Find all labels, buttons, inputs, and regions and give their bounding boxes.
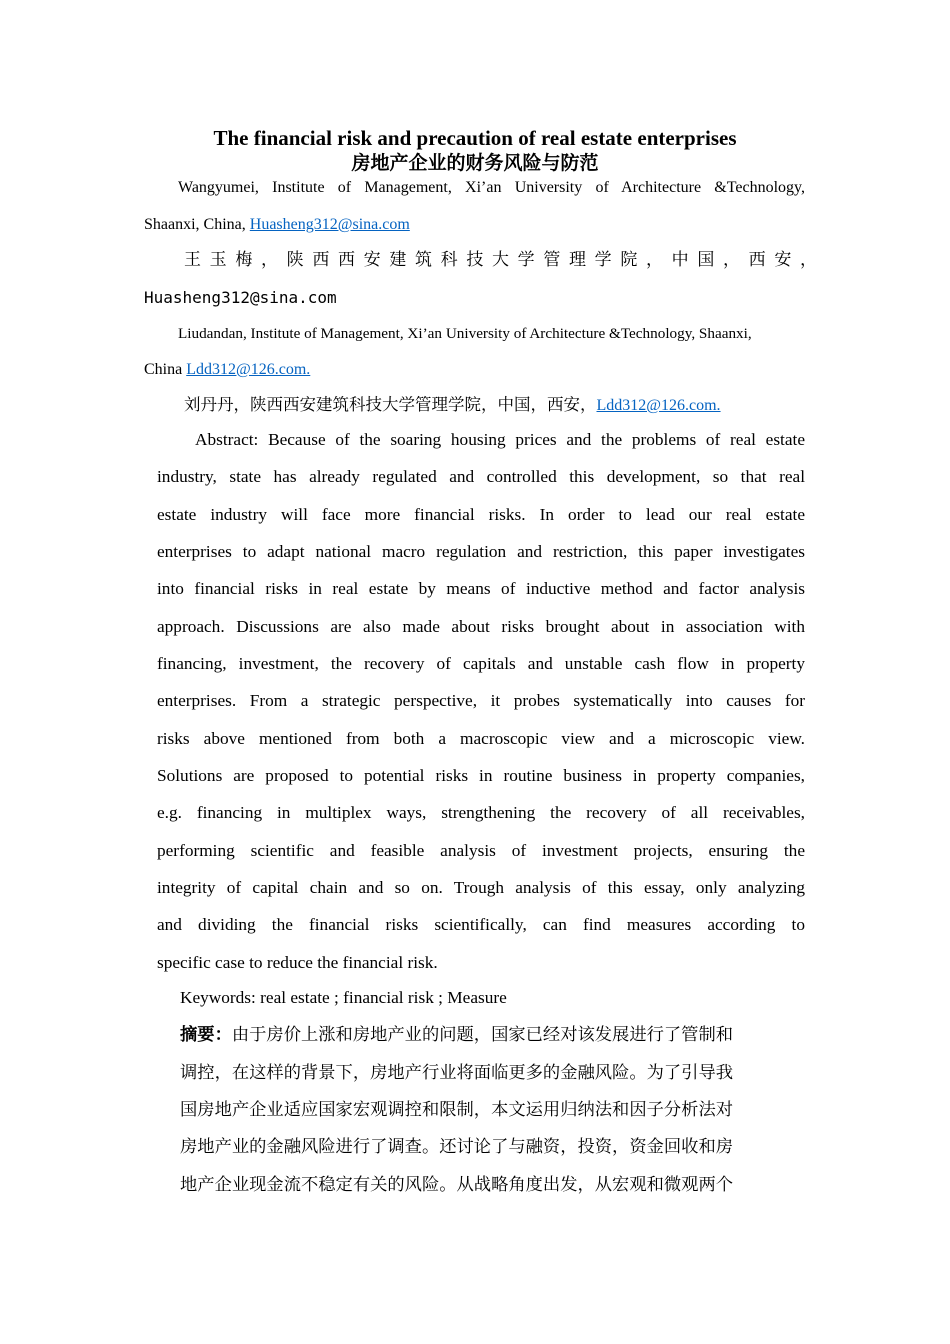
author1-affiliation-line2: [144, 215, 410, 235]
author2-affiliation-line1: Liudandan, Institute of Management, Xi’an University of Architecture &Technology, Shaanxi,: [178, 325, 752, 342]
chinese-abstract-line: 国房地产企业适应国家宏观调控和限制，本文运用归纳法和因子分析法对: [180, 1100, 734, 1120]
author2-email-link[interactable]: Ldd312@126.com.: [186, 361, 311, 378]
abstract-line: and dividing the financial risks scientifically, can find measures according to: [157, 915, 805, 934]
author1-affiliation-line1: Wangyumei, Institute of Management, Xi’an University of Architecture &Technology,: [178, 179, 805, 196]
abstract-line: enterprises. From a strategic perspective, it probes systematically into causes for: [157, 691, 805, 710]
abstract-line: Solutions are proposed to potential risks in routine business in property companies,: [157, 766, 805, 785]
keywords: Keywords: real estate ; financial risk ; Measure: [180, 988, 507, 1007]
paper-title-chinese: 房地产企业的财务风险与防范: [351, 152, 599, 174]
abstract-line: enterprises to adapt national macro regulation and restriction, this paper investigates: [157, 542, 805, 561]
abstract-line: financing, investment, the recovery of capitals and unstable cash flow in property: [157, 654, 805, 673]
abstract-line: estate industry will face more financial risks. In order to lead our real estate: [157, 505, 805, 524]
abstract-line: risks above mentioned from both a macroscopic view and a microscopic view.: [157, 729, 805, 748]
abstract-line: e.g. financing in multiplex ways, strengthening the recovery of all receivables,: [157, 803, 805, 822]
author2-location: China: [144, 361, 187, 378]
chinese-abstract-line: 房地产业的金融风险进行了调查。还讨论了与融资，投资，资金回收和房: [180, 1137, 734, 1157]
author2-affiliation-line2: [144, 360, 310, 380]
paper-title-english: The financial risk and precaution of real estate enterprises: [213, 126, 737, 150]
chinese-abstract-line: 地产企业现金流不稳定有关的风险。从战略角度出发，从宏观和微观两个: [180, 1175, 734, 1195]
abstract-line: integrity of capital chain and so on. Trough analysis of this essay, only analyzing: [157, 878, 805, 897]
abstract-line: performing scientific and feasible analysis of investment projects, ensuring the: [157, 841, 805, 860]
author1-email-link[interactable]: Huasheng312@sina.com: [249, 216, 410, 233]
chinese-abstract-line: [180, 1024, 792, 1046]
author1-email-chinese-line: Huasheng312@sina.com: [144, 288, 337, 307]
author2-affiliation-chinese: 刘丹丹，陕西西安建筑科技大学管理学院，中国，西安，: [184, 395, 597, 414]
chinese-abstract-text: 由于房价上涨和房地产业的问题，国家已经对该发展进行了管制和: [231, 1025, 734, 1045]
author1-location: Shaanxi, China,: [144, 216, 250, 233]
chinese-abstract-line: 调控，在这样的背景下，房地产行业将面临更多的金融风险。为了引导我: [180, 1063, 734, 1083]
author2-email-chinese-link[interactable]: Ldd312@126.com.: [596, 397, 721, 414]
abstract-line: specific case to reduce the financial risk.: [157, 953, 438, 972]
abstract-line: Abstract: Because of the soaring housing prices and the problems of real estate: [195, 430, 805, 449]
chinese-abstract-label: 摘要：: [180, 1025, 232, 1045]
author1-affiliation-chinese: 王 玉 梅 ， 陕 西 西 安 建 筑 科 技 大 学 管 理 学 院 ， 中 国 ， 西 安 ，: [184, 250, 817, 270]
abstract-line: approach. Discussions are also made about risks brought about in association with: [157, 617, 805, 636]
abstract-line: industry, state has already regulated and controlled this development, so that real: [157, 467, 805, 486]
author2-affiliation-chinese-line: [184, 395, 721, 416]
abstract-line: into financial risks in real estate by means of inductive method and factor analysis: [157, 579, 805, 598]
